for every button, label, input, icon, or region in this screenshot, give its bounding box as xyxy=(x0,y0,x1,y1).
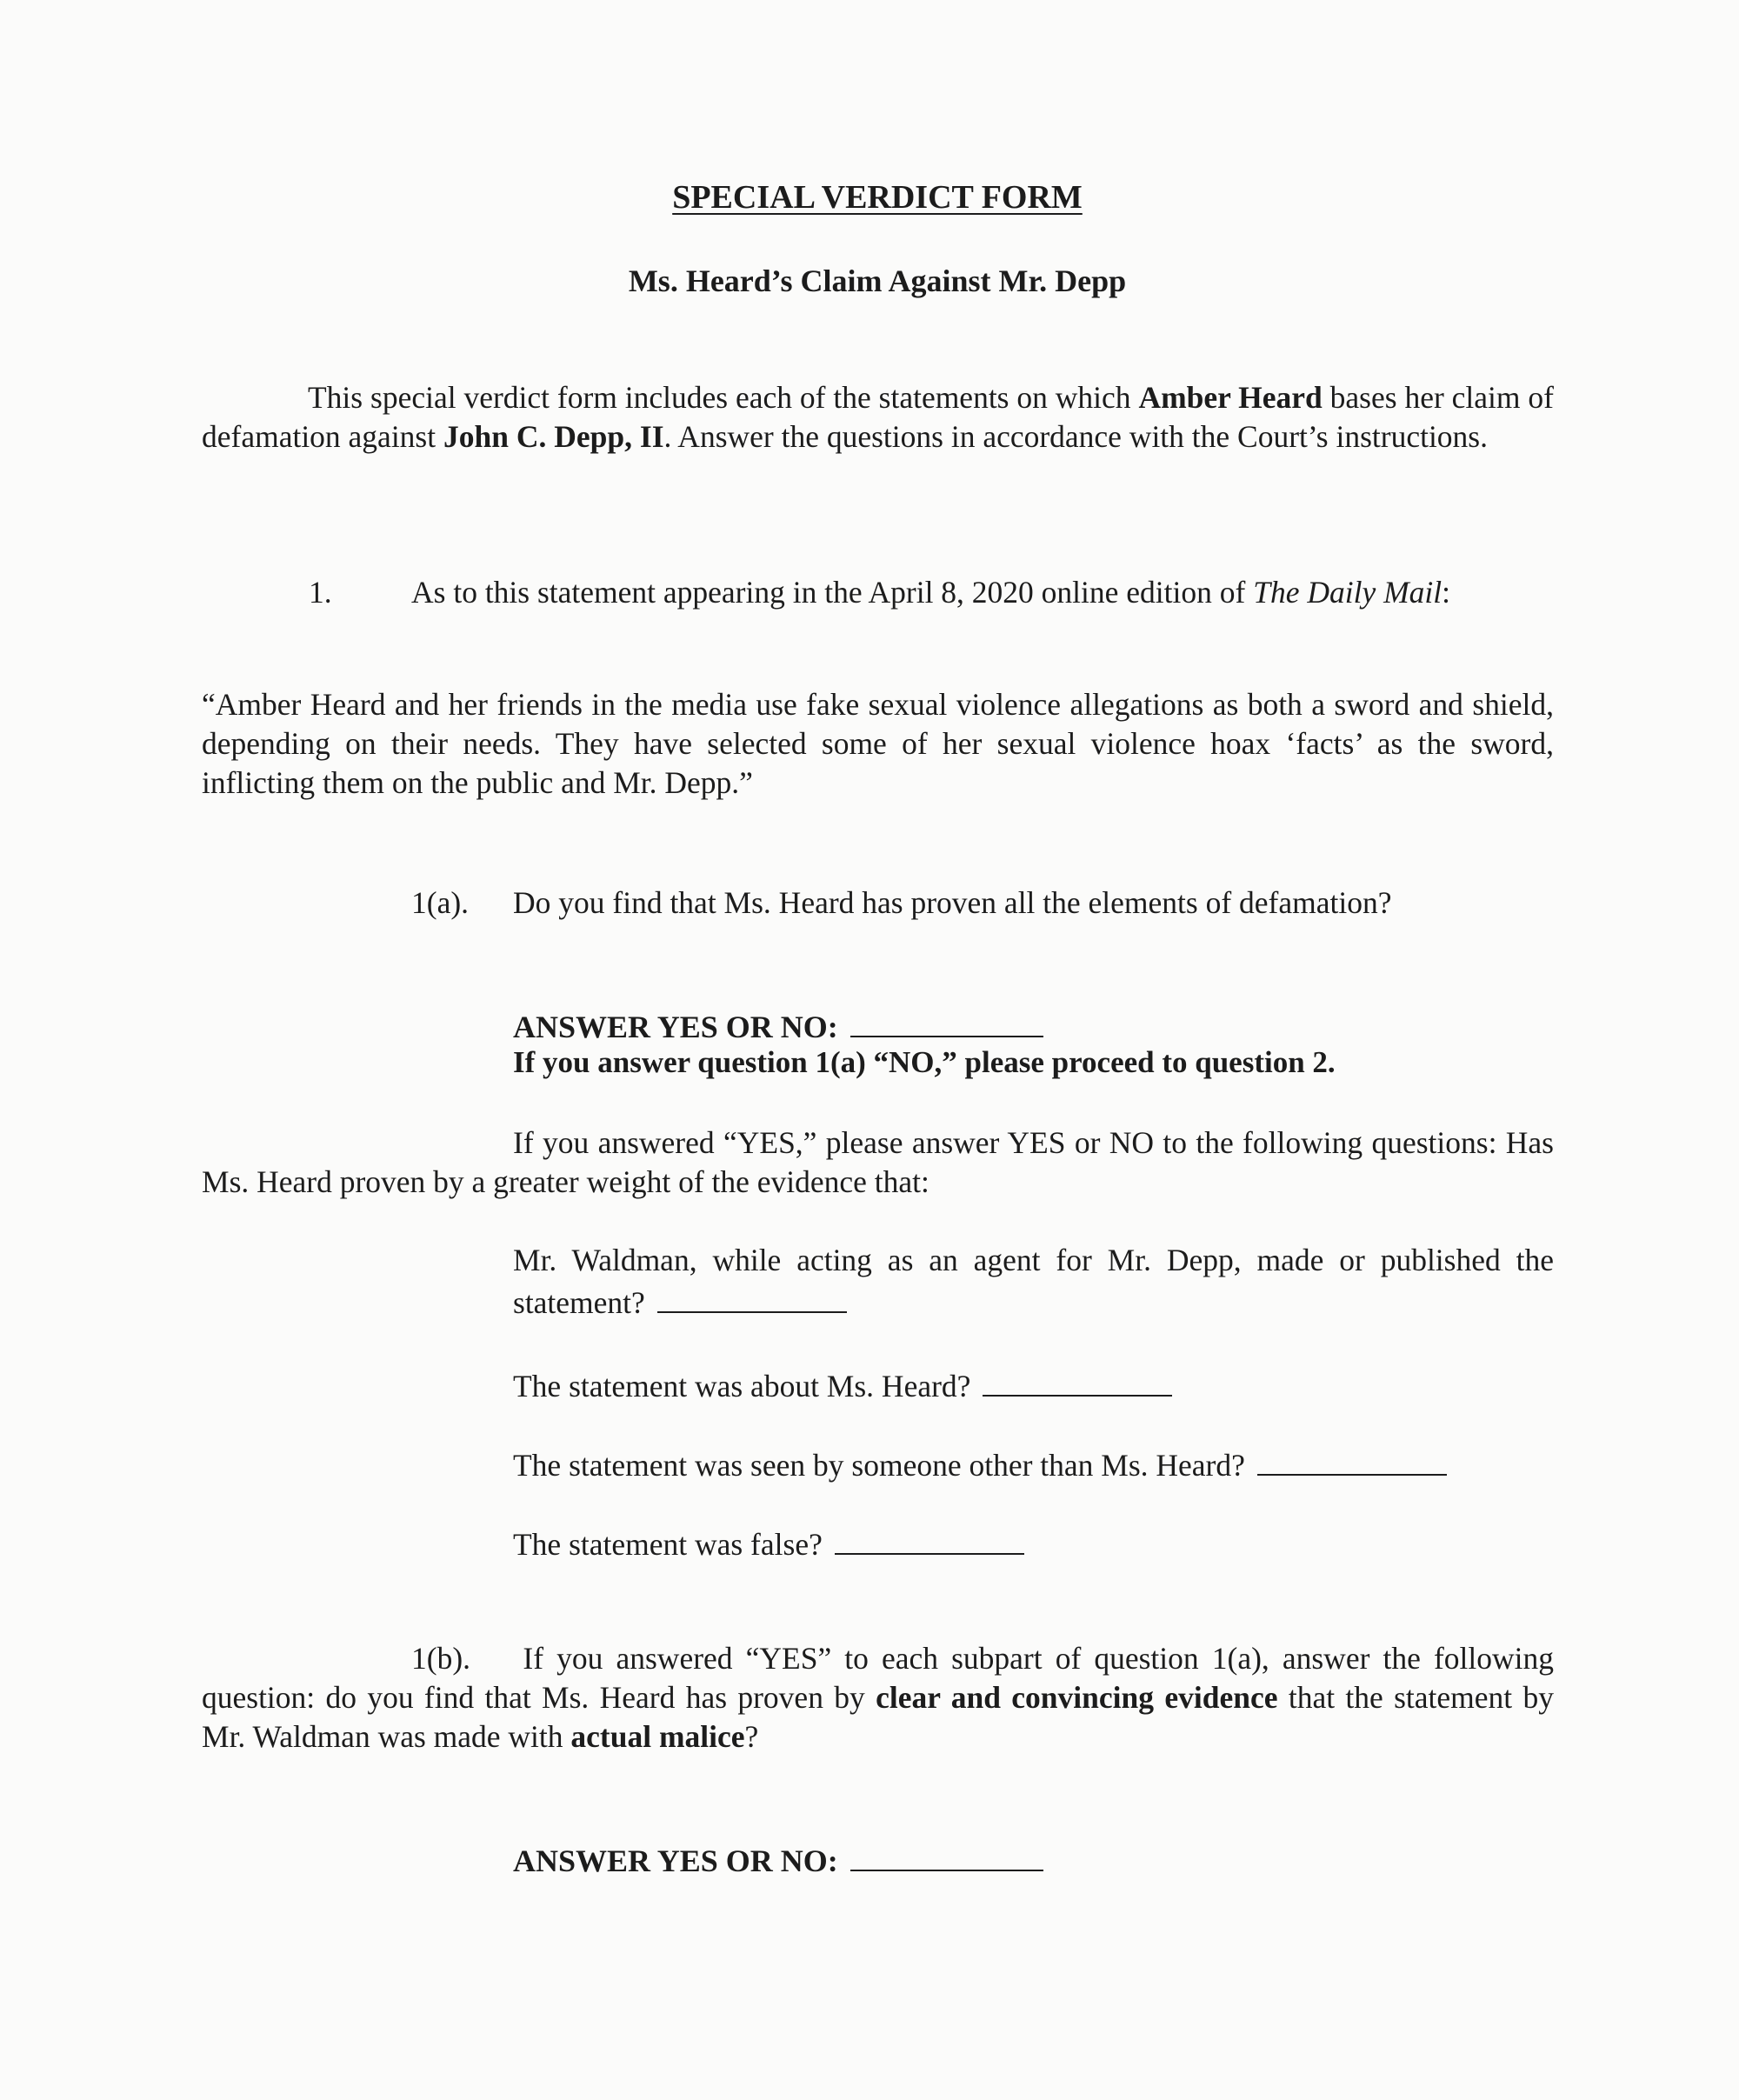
clear-convincing-emphasis: clear and convincing evidence xyxy=(876,1680,1278,1715)
question-1b-text-3: ? xyxy=(744,1719,759,1754)
element-agent-published-blank[interactable] xyxy=(657,1280,847,1313)
question-1b-answer-row xyxy=(513,1838,1043,1879)
question-1-number: 1. xyxy=(309,575,332,610)
question-1-lead xyxy=(411,574,1450,610)
intro-text-3: . Answer the questions in accordance with the Court’s instructions. xyxy=(663,419,1488,454)
question-1b-number: 1(b). xyxy=(411,1641,471,1676)
element-seen-by-others xyxy=(513,1443,1554,1485)
question-1b-text-1: If you answered “YES” to each subpart of question 1(a), answer the following question: do you find that Ms. Heard has proven by xyxy=(202,1641,1555,1715)
question-1a-answer-row xyxy=(513,1004,1043,1045)
question-1a-answer-blank[interactable] xyxy=(850,1004,1043,1037)
publication-name: The Daily Mail xyxy=(1253,575,1443,610)
question-1-colon: : xyxy=(1442,575,1451,610)
question-1a-number: 1(a). xyxy=(411,885,470,920)
question-1a-text: Do you find that Ms. Heard has proven all the elements of defamation? xyxy=(513,885,1392,920)
element-agent-published xyxy=(513,1241,1554,1323)
form-title: SPECIAL VERDICT FORM xyxy=(672,179,1083,216)
intro-john-depp: John C. Depp, II xyxy=(443,419,664,454)
element-about-heard-text: The statement was about Ms. Heard? xyxy=(513,1369,971,1403)
element-false-text: The statement was false? xyxy=(513,1527,823,1562)
element-about-heard-blank[interactable] xyxy=(983,1363,1172,1397)
proceed-instruction: If you answer question 1(a) “NO,” please proceed to question 2. xyxy=(513,1045,1336,1079)
element-about-heard xyxy=(513,1363,1554,1406)
form-subtitle: Ms. Heard’s Claim Against Mr. Depp xyxy=(628,263,1127,298)
question-1b-answer-label: ANSWER YES OR NO: xyxy=(513,1843,838,1878)
actual-malice-emphasis: actual malice xyxy=(570,1719,745,1754)
element-false xyxy=(513,1522,1554,1564)
element-seen-by-others-blank[interactable] xyxy=(1257,1443,1447,1476)
intro-text-2: bases her claim of defamation against xyxy=(202,380,1554,454)
question-1b-text-2: that the statement by Mr. Waldman was made with xyxy=(202,1680,1554,1754)
followup-instruction: If you answered “YES,” please answer YES or NO to the following questions: Has Ms. Heard proven by a greater weight of the evidence that: xyxy=(202,1125,1554,1199)
intro-text-1: This special verdict form includes each of the statements on which xyxy=(308,380,1139,415)
element-seen-by-others-text: The statement was seen by someone other than Ms. Heard? xyxy=(513,1448,1245,1483)
quoted-statement: “Amber Heard and her friends in the media use fake sexual violence allegations as both a sword and shield, depending on their needs. They have selected some of her sexual violence hoax ‘facts’ as the sword, inflicting them on the public and Mr. Depp.” xyxy=(202,687,1554,800)
intro-amber-heard: Amber Heard xyxy=(1138,380,1323,415)
question-1b-answer-blank[interactable] xyxy=(850,1838,1043,1871)
question-1b-paragraph xyxy=(202,1639,1554,1757)
question-1a-answer-label: ANSWER YES OR NO: xyxy=(513,1010,838,1044)
element-false-blank[interactable] xyxy=(835,1522,1024,1555)
element-agent-published-text: Mr. Waldman, while acting as an agent for Mr. Depp, made or published the statement? xyxy=(513,1243,1554,1320)
intro-paragraph xyxy=(202,378,1554,457)
question-1-lead-text: As to this statement appearing in the April 8, 2020 online edition of xyxy=(411,575,1254,610)
